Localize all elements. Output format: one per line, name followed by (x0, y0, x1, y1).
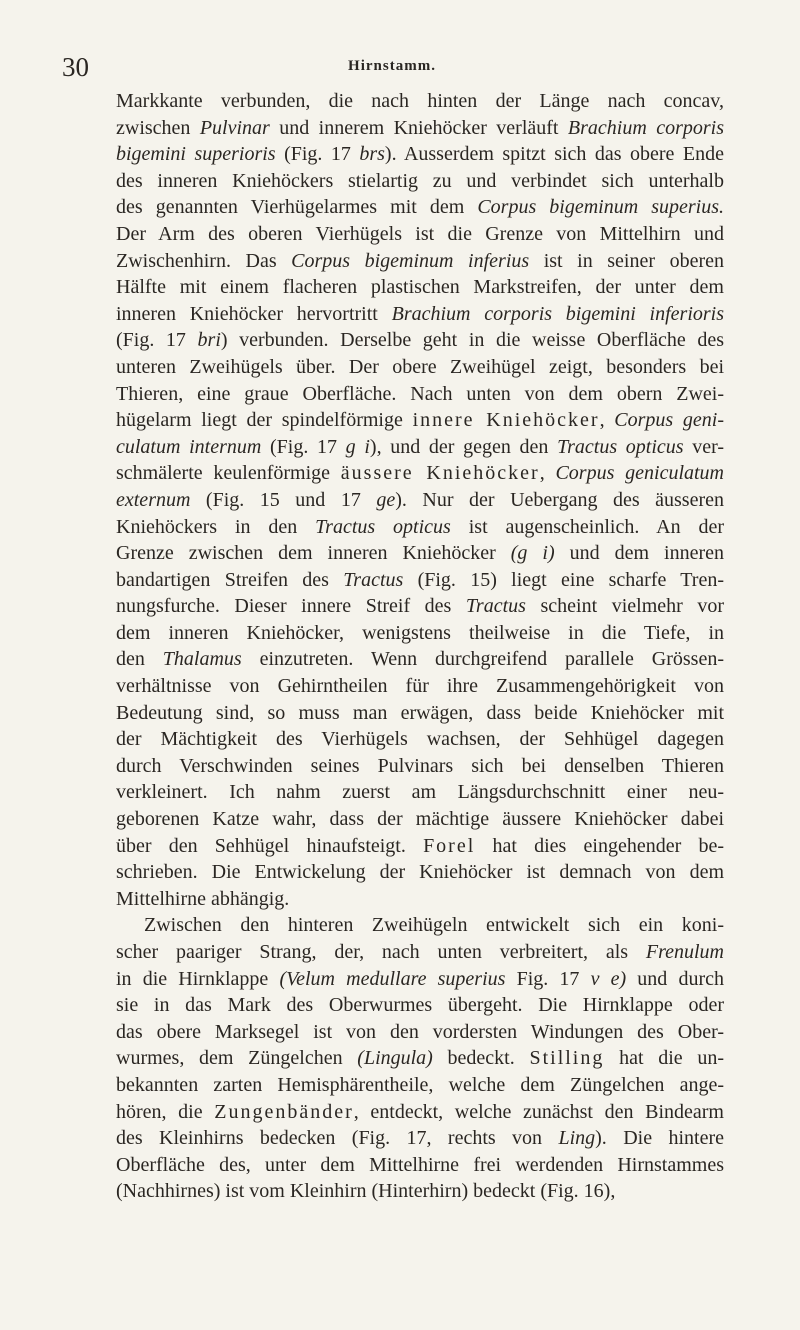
text-line (116, 1152, 724, 1179)
text-run: (Nachhirnes) ist vom Kleinhirn (Hinterhirn) bedeckt (Fig. 16), (116, 1180, 616, 1203)
text-run: Bedeutung sind, so muss man erwägen, dass beide Kniehöcker mit (116, 701, 724, 724)
text-run: verkleinert. Ich nahm zuerst am Längsdurchschnitt einer neu- (116, 781, 724, 804)
text-line (116, 620, 724, 647)
text-run: (Fig. 17 (275, 143, 360, 166)
italic-term: Tractus (343, 568, 404, 591)
text-line (116, 886, 724, 913)
text-run: über den Sehhügel hinaufsteigt. (116, 834, 424, 857)
text-line (116, 966, 724, 993)
text-line (116, 992, 724, 1019)
text-run: ist augenscheinlich. An der (450, 515, 724, 538)
text-line (116, 567, 724, 594)
text-line (116, 833, 724, 860)
text-run: ist in seiner oberen (529, 249, 724, 272)
text-run: Kniehöckers in den (116, 515, 316, 538)
text-line (116, 912, 724, 939)
text-line (116, 726, 724, 753)
italic-term: brs (359, 143, 385, 166)
text-line (116, 1099, 724, 1126)
text-run: und durch (626, 967, 725, 990)
text-run: hören, die (116, 1100, 215, 1123)
spaced-emphasis: Stilling (529, 1047, 605, 1070)
text-run: , (539, 462, 556, 485)
text-run: und innerem Kniehöcker verläuft (269, 116, 568, 139)
text-line (116, 248, 724, 275)
italic-term: Corpus geniculatum (555, 462, 725, 485)
text-line (116, 407, 724, 434)
text-run: Thieren, eine graue Oberfläche. Nach unten von dem obern Zwei- (116, 382, 724, 405)
text-line (116, 939, 724, 966)
text-run: dem inneren Kniehöcker, wenigstens theilweise in die Tiefe, in (116, 621, 724, 644)
text-run: Der Arm des oberen Vierhügels ist die Grenze von Mittelhirn und (116, 222, 724, 245)
text-run: ). Nur der Uebergang des äusseren (395, 488, 724, 511)
text-run: das obere Marksegel ist von den vordersten Windungen des Ober- (116, 1020, 724, 1043)
italic-term: Pulvinar (199, 116, 270, 139)
italic-term: Frenulum (645, 941, 724, 963)
text-run: des inneren Kniehöckers stielartig zu und verbindet sich unterhalb (116, 169, 724, 192)
text-line (116, 753, 724, 780)
text-run: Markkante verbunden, die nach hinten der Länge nach concav, (116, 90, 724, 112)
text-run: ver- (683, 435, 725, 458)
italic-term: (Velum medullare superius (279, 967, 506, 990)
italic-term: Thalamus (162, 648, 242, 671)
text-line (116, 1019, 724, 1046)
spaced-emphasis: äussere Kniehöcker (340, 462, 540, 485)
text-run: Hälfte mit einem flacheren plastischen Markstreifen, der unter dem (116, 276, 724, 299)
text-run: hat dies eingehender be- (475, 834, 724, 857)
text-line (116, 859, 724, 886)
text-run: scher paariger Strang, der, nach unten verbreitert, als (116, 941, 646, 963)
text-line (116, 514, 724, 541)
italic-term: Ling (558, 1127, 596, 1150)
spaced-emphasis: Forel (423, 834, 476, 857)
text-run: wurmes, dem Züngelchen (116, 1047, 358, 1070)
text-run: (Fig. 15 und 17 (190, 488, 377, 511)
italic-term: bri (197, 329, 221, 352)
text-line (116, 274, 724, 301)
italic-term: Corpus bigeminum superius. (477, 196, 724, 219)
text-line (116, 381, 724, 408)
text-line (116, 646, 724, 673)
text-line (116, 779, 724, 806)
text-line (116, 673, 724, 700)
text-line (116, 806, 724, 833)
text-run: schrieben. Die Entwickelung der Kniehöcker ist demnach von dem (116, 861, 724, 884)
italic-term: externum (116, 488, 191, 511)
text-run: sie in das Mark des Oberwurmes übergeht. Die Hirnklappe oder (116, 994, 724, 1017)
text-line (116, 221, 724, 248)
italic-term: Brachium corporis bigemini inferioris (391, 302, 724, 325)
text-run: geborenen Katze wahr, dass der mächtige äussere Kniehöcker dabei (116, 808, 724, 831)
text-run: ). Ausserdem spitzt sich das obere Ende (384, 143, 724, 166)
text-run: hat die un- (604, 1047, 725, 1070)
spaced-emphasis: innere Kniehöcker (412, 409, 600, 432)
text-run: scheint vielmehr vor (525, 595, 724, 618)
text-run: Zwischenhirn. Das (116, 249, 292, 272)
text-run: hügelarm liegt der spindelförmige (116, 409, 413, 432)
running-head: Hirnstamm. (348, 58, 436, 74)
text-run: Oberfläche des, unter dem Mittelhirne frei werdenden Hirnstammes (116, 1153, 724, 1176)
text-run: des genannten Vierhügelarmes mit dem (116, 196, 478, 219)
text-line (116, 1072, 724, 1099)
text-run: , (599, 409, 615, 432)
text-run: bandartigen Streifen des (116, 568, 344, 591)
text-line (116, 1178, 724, 1205)
italic-term: (Lingula) (357, 1047, 433, 1070)
text-run: (Fig. 15) liegt eine scharfe Tren- (403, 568, 724, 591)
text-run: nungsfurche. Dieser innere Streif des (116, 595, 466, 618)
text-run: in die Hirnklappe (116, 967, 280, 990)
text-line (116, 141, 724, 168)
text-run: unteren Zweihügels über. Der obere Zweihügel zeigt, besonders bei (116, 355, 724, 378)
text-run: (Fig. 17 (116, 329, 198, 352)
text-line (116, 434, 724, 461)
text-run: des Kleinhirns bedecken (Fig. 17, rechts von (116, 1127, 559, 1150)
text-line (116, 354, 724, 381)
text-run: Grenze zwischen dem inneren Kniehöcker (116, 542, 511, 565)
italic-term: Corpus geni- (614, 409, 724, 432)
italic-term: v e) (590, 967, 627, 990)
text-line (116, 1045, 724, 1072)
text-run: inneren Kniehöcker hervortritt (116, 302, 392, 325)
text-run: ). Die hintere (595, 1127, 724, 1150)
text-line (116, 700, 724, 727)
text-line (116, 460, 724, 487)
spaced-emphasis: Zungenbänder (214, 1100, 354, 1123)
text-run: verhältnisse von Gehirntheilen für ihre Zusammengehörigkeit von (116, 675, 724, 698)
italic-term: culatum internum (116, 435, 262, 458)
page-header (62, 52, 722, 82)
text-line (116, 487, 724, 514)
text-run: ) verbunden. Derselbe geht in die weisse Oberfläche des (220, 329, 724, 352)
text-run: Zwischen den hinteren Zweihügeln entwickelt sich ein koni- (144, 914, 724, 937)
text-run: bekannten zarten Hemisphärentheile, welche dem Züngelchen ange- (116, 1073, 724, 1096)
text-run: bedeckt. (432, 1047, 530, 1070)
italic-term: Tractus (465, 595, 526, 618)
italic-term: Tractus opticus (315, 515, 451, 538)
text-run: durch Verschwinden seines Pulvinars sich bei denselben Thieren (116, 754, 724, 777)
text-run: der Mächtigkeit des Vierhügels wachsen, der Sehhügel dagegen (116, 728, 724, 751)
italic-term: Tractus opticus (557, 435, 684, 458)
text-run: und dem inneren (554, 542, 724, 565)
text-line (116, 327, 724, 354)
italic-term: (g i) (510, 542, 555, 565)
italic-term: bigemini superioris (116, 143, 276, 166)
text-run: Mittelhirne abhängig. (116, 887, 290, 910)
text-line (116, 593, 724, 620)
text-line (116, 540, 724, 567)
text-line (116, 168, 724, 195)
italic-term: g i (345, 435, 370, 458)
text-line (116, 194, 724, 221)
text-run: , entdeckt, welche zunächst den Bindearm (353, 1100, 724, 1123)
italic-term: Brachium corporis (567, 116, 724, 139)
text-run: schmälerte keulenförmige (116, 462, 341, 485)
text-line (116, 115, 724, 142)
italic-term: Corpus bigeminum inferius (291, 249, 530, 272)
text-run: zwischen (116, 116, 200, 139)
text-run: (Fig. 17 (261, 435, 346, 458)
body-text (116, 88, 724, 1205)
text-run: Fig. 17 (505, 967, 591, 990)
text-run: einzutreten. Wenn durchgreifend parallele Grössen- (241, 648, 724, 671)
page-number: 30 (62, 52, 89, 82)
text-run: ), und der gegen den (369, 435, 558, 458)
text-line (116, 88, 724, 115)
text-line (116, 1125, 724, 1152)
italic-term: ge (376, 488, 396, 511)
text-line (116, 301, 724, 328)
text-run: den (116, 648, 163, 671)
